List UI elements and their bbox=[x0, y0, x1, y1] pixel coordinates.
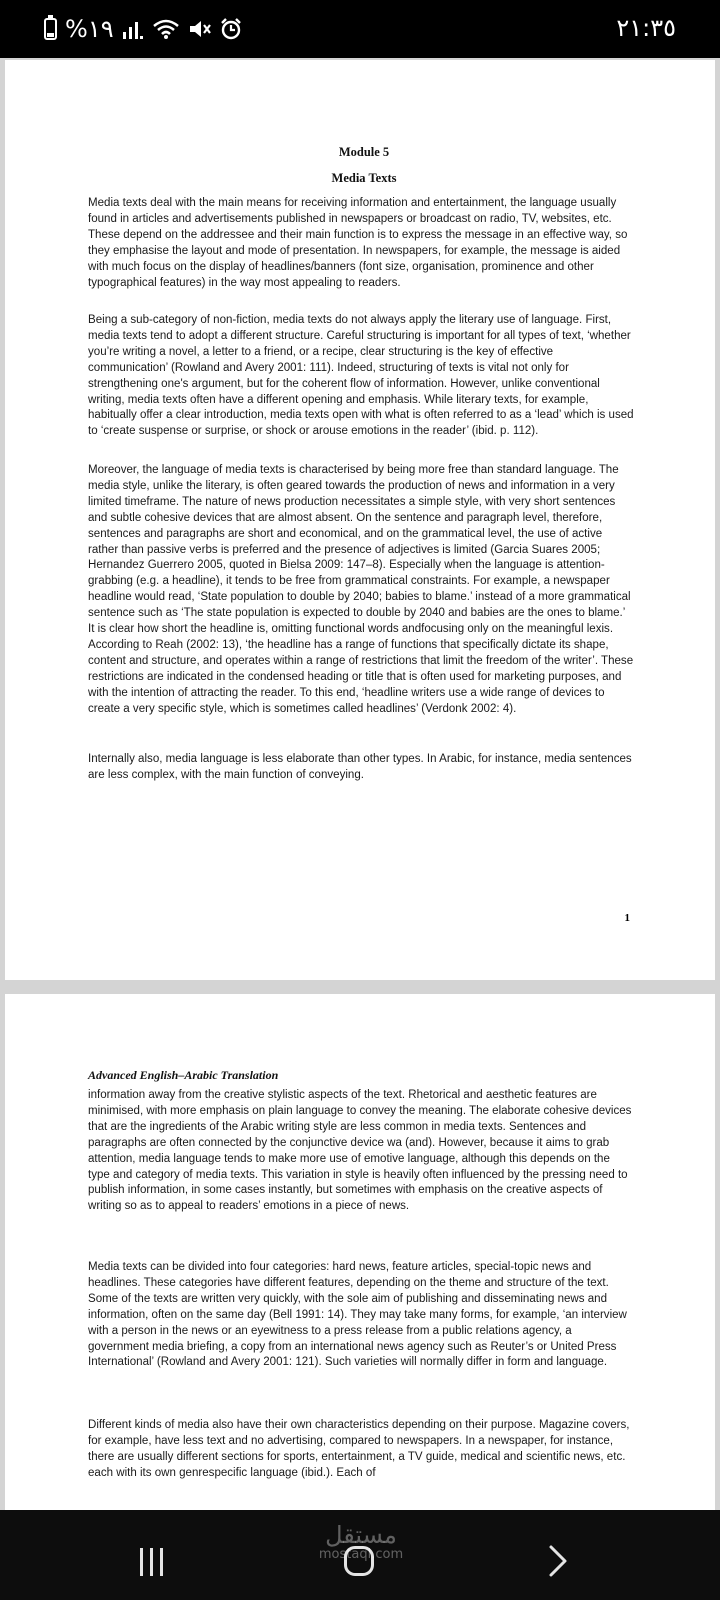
document-page-2[interactable] bbox=[5, 994, 715, 1510]
signal-icon bbox=[122, 18, 144, 40]
wifi-icon bbox=[152, 18, 180, 40]
paragraph: information away from the creative stylistic aspects of the text. Rhetorical and aesthetic features are minimised, with more emphasis on plain language to convey the meaning. The elaborate cohesive devices that are the ingredients of the Arabic writing style are less common in media texts. Sentences and paragraphs are often connected by the conjunctive device wa (and). However, because it aims to grab attention, media language tends to make more use of emotive language, although this depends on the type and category of media texts. This variation in style is heavily often influenced by the pressing need to publish information, in some cases instantly, but sometimes with emphasis on the creative aspects of writing so as to appeal to readers’ emotions in a piece of news. bbox=[88, 1089, 632, 1213]
paragraph: Different kinds of media also have their own characteristics depending on their purpose. Magazine covers, for example, have less text and no advertising, compared to newspapers. In a newspaper, for instance, there are usually different sections for sports, entertainment, a TV guide, medical and scientific news, etc. each with its own genrespecific language (ibid.). Each of bbox=[88, 1419, 630, 1479]
battery-percentage: %١٩ bbox=[65, 15, 114, 43]
battery-icon bbox=[44, 18, 57, 40]
watermark-latin: mostaql.com bbox=[318, 1547, 404, 1562]
recent-apps-icon[interactable] bbox=[139, 1548, 165, 1576]
status-left bbox=[44, 14, 242, 44]
module-title: Module 5 bbox=[338, 145, 390, 159]
paragraph: Media texts deal with the main means for receiving information and entertainment, the language usually found in articles and advertisements published in newspapers or broadcast on radio, TV, websites, etc. These depend on the addressee and their main function is to express the message in an effective way, so they emphasise the layout and mode of presentation. In newspapers, for example, the message is aided with much focus on the display of headlines/banners (font size, organisation, prominence and other typographical features) in the way most appealing to readers. bbox=[88, 197, 628, 289]
paragraph: Media texts can be divided into four categories: hard news, feature articles, special-topic news and headlines. These categories have different features, depending on the theme and structure of the text. Some of the texts are written very quickly, with the sole aim of publishing and disseminating news and information, often on the same day (Bell 1991: 14). They may take many forms, for example, ‘an interview with a person in the news or an eyewitness to a press release from a public relations agency, a government media briefing, a copy from an international news agency such as Reuter’s or United Press International’ (Rowland and Avery 2001: 121). Such varieties will normally differ in form and language. bbox=[88, 1261, 627, 1369]
page-number: 1 bbox=[624, 912, 630, 924]
paragraph: Internally also, media language is less elaborate than other types. In Arabic, for instance, media sentences are less complex, with the main function of conveying. bbox=[88, 753, 632, 781]
mute-icon bbox=[188, 18, 212, 40]
section-title: Media Texts bbox=[331, 171, 397, 185]
alarm-icon bbox=[220, 18, 242, 40]
navigation-bar bbox=[0, 1510, 720, 1600]
running-head: Advanced English–Arabic Translation bbox=[88, 1068, 279, 1082]
watermark-arabic: مستقل bbox=[325, 1521, 397, 1549]
status-bar bbox=[0, 0, 720, 58]
clock: ٢١:٣٥ bbox=[616, 14, 676, 42]
document-page-1[interactable] bbox=[5, 60, 715, 980]
watermark-logo bbox=[316, 1522, 406, 1561]
paragraph: Being a sub-category of non-fiction, media texts do not always apply the literary use of language. First, media texts tend to adopt a different structure. Careful structuring is important for all types of text, ‘whether you’re writing a novel, a letter to a friend, or a recipe, clear structuring is the key of effective communication’ (Rowland and Avery 2001: 111). Indeed, structuring of texts is vital not only for strengthening one's argument, but for the coherent flow of information. However, unlike conventional writing, media texts often have a different opening and emphasis. While literary texts, for example, habitually offer a clear introduction, media texts open with what is often referred to as a ‘lead’ which is used to ‘create suspense or surprise, or shock or arouse emotions in the reader’ (ibid. p. 112). bbox=[88, 314, 634, 438]
paragraph: Moreover, the language of media texts is characterised by being more free than standard language. The media style, unlike the literary, is often geared towards the production of news and information in a very limited timeframe. The nature of news production necessitates a simple style, with very short sentences and subtle cohesive devices that are almost absent. On the sentence and paragraph level, therefore, sentences and paragraphs are short and economical, and on the grammatical level, the use of active rather than passive verbs is preferred and the presence of adjectives is limited (Garcia Suares 2005; Hernandez Guerrero 2005, quoted in Bielsa 2009: 147–8). Especially when the language is attention-grabbing (e.g. a headline), it tends to be free from grammatical constraints. For example, a newspaper headline would read, ‘State population to double by 2040; babies to blame.’ instead of a more grammatical sentence such as ‘The state population is expected to double by 2040 and babies are the ones to blame.’ It is clear how short the headline is, omitting functional words andfocusing only on the meaningful lexis. According to Reah (2002: 13), ‘the headline has a range of functions that specifically dictate its shape, content and structure, and operates within a range of restrictions that limit the freedom of the writer’. These restrictions are indicated in the condensed heading or title that is often used for marketing purposes, and with the intention of attracting the reader. To this end, ‘headline writers use a wide range of devices to create a very specific style, which is sometimes called headlines’ (Verdonk 2002: 4). bbox=[88, 464, 634, 715]
forward-icon[interactable] bbox=[548, 1544, 568, 1578]
